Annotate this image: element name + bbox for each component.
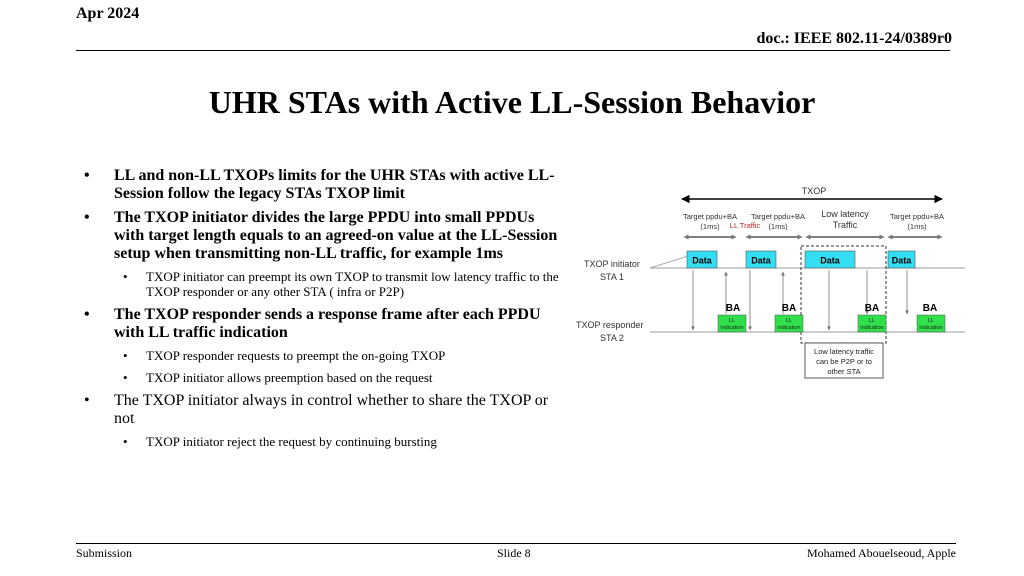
bullet-dot: •	[123, 269, 128, 284]
low-latency-line: Traffic	[832, 220, 858, 230]
ll-indication-line: LL	[728, 318, 736, 324]
bullet-dot: •	[123, 434, 128, 449]
bullet-dot: •	[123, 370, 128, 385]
bullet-dot: •	[84, 392, 90, 409]
ll-indication-line: indication	[919, 325, 943, 331]
footer-slide-number: Slide 8	[497, 546, 531, 560]
ba-label: BA	[781, 303, 797, 314]
responder-label-line: STA 2	[600, 333, 624, 343]
target-label-line: Target ppdu+BA	[890, 212, 944, 221]
ll-indication-line: indication	[860, 325, 884, 331]
note-line: other STA	[827, 367, 861, 376]
ba-label: BA	[922, 303, 938, 314]
bullet-text: The TXOP initiator always in control whether to share the TXOP or not	[114, 392, 549, 427]
bullet-item	[84, 306, 564, 342]
ll-indication-line: LL	[927, 318, 935, 324]
footer-submission: Submission	[76, 546, 133, 560]
sub-bullet-text: TXOP initiator allows preemption based on the request	[146, 370, 433, 385]
low-latency-label	[821, 209, 869, 230]
ll-indication-line: LL	[785, 318, 793, 324]
bullet-dot: •	[84, 209, 90, 226]
txop-diagram	[570, 180, 980, 380]
initiator-pointer	[650, 256, 688, 268]
bullet-item	[84, 167, 564, 203]
slide-title: UHR STAs with Active LL-Session Behavior	[208, 84, 816, 120]
ll-indication-line: indication	[720, 325, 744, 331]
txop-label: TXOP	[801, 186, 827, 196]
initiator-label-line: STA 1	[600, 272, 624, 282]
data-frame-label: Data	[751, 255, 771, 266]
footer-rule	[76, 543, 956, 544]
bullet-text: The TXOP initiator divides the large PPDU into small PPDUs with target length equals to an agreed-on value at the LL-Session setup when transmitting non-LL traffic, for example 1ms	[114, 209, 558, 262]
sub-bullet-text: TXOP responder requests to preempt the on-going TXOP	[146, 348, 446, 363]
note-line: can be P2P or to	[816, 357, 872, 366]
sub-bullet-item	[84, 269, 564, 299]
bullet-list	[84, 167, 564, 456]
bullet-dot: •	[84, 306, 90, 323]
initiator-label-line: TXOP initiator	[584, 259, 640, 269]
ba-label: BA	[864, 303, 880, 314]
target-label-line: (1ms)	[700, 222, 720, 231]
data-frame-label: Data	[820, 255, 840, 266]
footer-author: Mohamed Abouelseoud, Apple	[807, 546, 956, 560]
target-label-3	[890, 212, 944, 231]
ll-indication-line: LL	[868, 318, 876, 324]
data-frame-label: Data	[891, 255, 912, 266]
target-label-line: Target ppdu+BA	[683, 212, 737, 221]
bullet-dot: •	[84, 167, 90, 184]
target-label-line: (1ms)	[907, 222, 927, 231]
low-latency-line: Low latency	[821, 209, 869, 219]
sub-bullet-item	[84, 348, 564, 363]
ll-indication-line: indication	[777, 325, 801, 331]
header-date: Apr 2024	[76, 5, 140, 22]
bullet-text: The TXOP responder sends a response frame after each PPDU with LL traffic indication	[114, 306, 541, 341]
bullet-dot: •	[123, 348, 128, 363]
sub-bullet-text: TXOP initiator can preempt its own TXOP to transmit low latency traffic to the TXOP responder or any other STA ( infra or P2P)	[146, 269, 559, 299]
responder-label	[576, 320, 643, 343]
responder-label-line: TXOP responder	[576, 320, 644, 330]
bullet-item	[84, 392, 564, 428]
sub-bullet-text: TXOP initiator reject the request by continuing bursting	[146, 434, 437, 449]
sub-bullet-item	[84, 370, 564, 385]
header-rule	[76, 50, 950, 51]
bullet-text: LL and non-LL TXOPs limits for the UHR STAs with active LL-Session follow the legacy STAs TXOP limit	[114, 167, 555, 202]
initiator-label	[584, 259, 640, 282]
data-frame-label: Data	[692, 255, 712, 266]
header-doc-id: doc.: IEEE 802.11-24/0389r0	[756, 30, 952, 47]
target-label-line: (1ms)	[768, 222, 788, 231]
ba-label: BA	[725, 303, 741, 314]
bullet-item	[84, 209, 564, 263]
sub-bullet-item	[84, 434, 564, 449]
note-line: Low latency traffic	[814, 347, 874, 356]
target-label-line: Target ppdu+BA	[751, 212, 805, 221]
ll-traffic-label: LL Traffic	[729, 221, 761, 230]
